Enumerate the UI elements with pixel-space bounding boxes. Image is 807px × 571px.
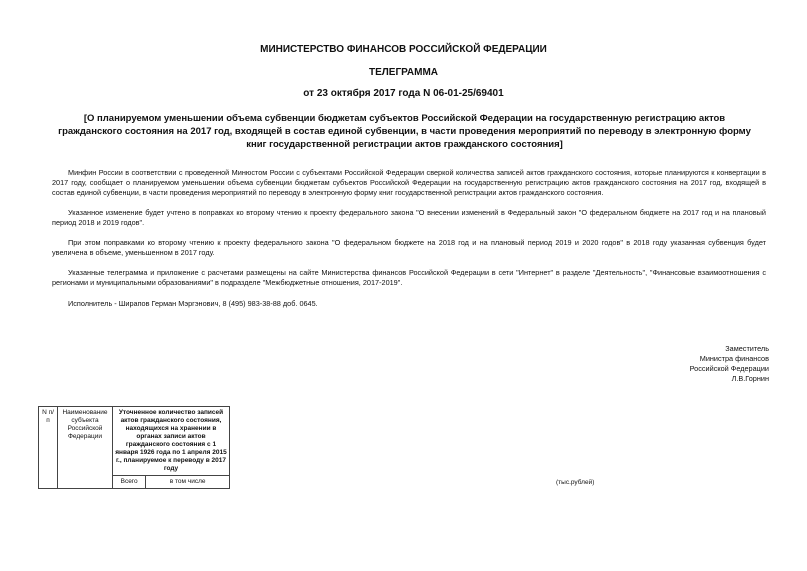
- body-paragraph: Минфин России в соответствии с проведенной Минюстом России с субъектами Российской Федерации сверкой количества записей актов гражданского состояния, которые планируются к конвертации в 2017 году, сообщает о планируемом уменьшении объема субвенции бюджетам субъектов Российской Федерации на государственную регистрацию актов гражданского состояния на 2017 год, входящей в состав единой субвенции, в части проведения мероприятий по переводу в электронную форму книг государственной регистрации актов гражданского состояния.: [52, 168, 766, 197]
- table-header-records: Уточненное количество записей актов гражданского состояния, находящихся на хранении в органах записи актов гражданского состояния с 1 января 1926 года по 1 апреля 2015 г., планируемое к переводу в 2017 году: [113, 407, 230, 476]
- signature-position: Заместитель: [725, 344, 769, 353]
- signature-block: [690, 344, 769, 384]
- signature-name: Л.В.Горнин: [731, 374, 769, 383]
- document-date-number: от 23 октября 2017 года N 06-01-25/69401: [303, 88, 504, 99]
- table-subheader-including: в том числе: [146, 476, 230, 489]
- ministry-title: МИНИСТЕРСТВО ФИНАНСОВ РОССИЙСКОЙ ФЕДЕРАЦИИ: [260, 44, 547, 55]
- body-paragraph: Указанное изменение будет учтено в поправках ко второму чтению к проекту федерального закона "О внесении изменений в Федеральный закон "О федеральном бюджете на 2017 год и на плановый период 2018 и 2019 годов".: [52, 208, 766, 227]
- executor-line: Исполнитель - Ширапов Герман Мэргэнович, 8 (495) 983-38-88 доб. 0645.: [68, 299, 318, 308]
- body-paragraph: При этом поправками ко второму чтению к проекту федерального закона "О федеральном бюджете на 2018 год и на плановый период 2019 и 2020 годов" в 2018 году указанная субвенция будет увеличена в объеме, уменьшенном в 2017 году.: [52, 238, 766, 257]
- document-type: ТЕЛЕГРАММА: [368, 67, 439, 78]
- table-unit-note: (тыс.рублей): [556, 479, 595, 486]
- body-paragraph: Указанные телеграмма и приложение с расчетами размещены на сайте Министерства финансов Российской Федерации в сети "Интернет" в разделе "Деятельность", "Финансовые взаимоотношения с регионами и муниципальными образованиями" в подразделе "Межбюджетные отношения, 2017-2019".: [52, 268, 766, 287]
- table-header-number: N п/п: [39, 407, 58, 489]
- appendix-table: [38, 406, 230, 489]
- signature-position: Министра финансов: [699, 354, 769, 363]
- signature-position: Российской Федерации: [689, 364, 769, 373]
- table-header-subject: Наименование субъекта Российской Федерации: [58, 407, 113, 489]
- table-subheader-total: Всего: [113, 476, 146, 489]
- document-subject: [О планируемом уменьшении объема субвенции бюджетам субъектов Российской Федерации на государственную регистрацию актов гражданского состояния на 2017 год, входящей в состав единой субвенции, в части проведения мероприятий по переводу в электронную форму книг государственной регистрации актов гражданского состояния]: [58, 113, 751, 150]
